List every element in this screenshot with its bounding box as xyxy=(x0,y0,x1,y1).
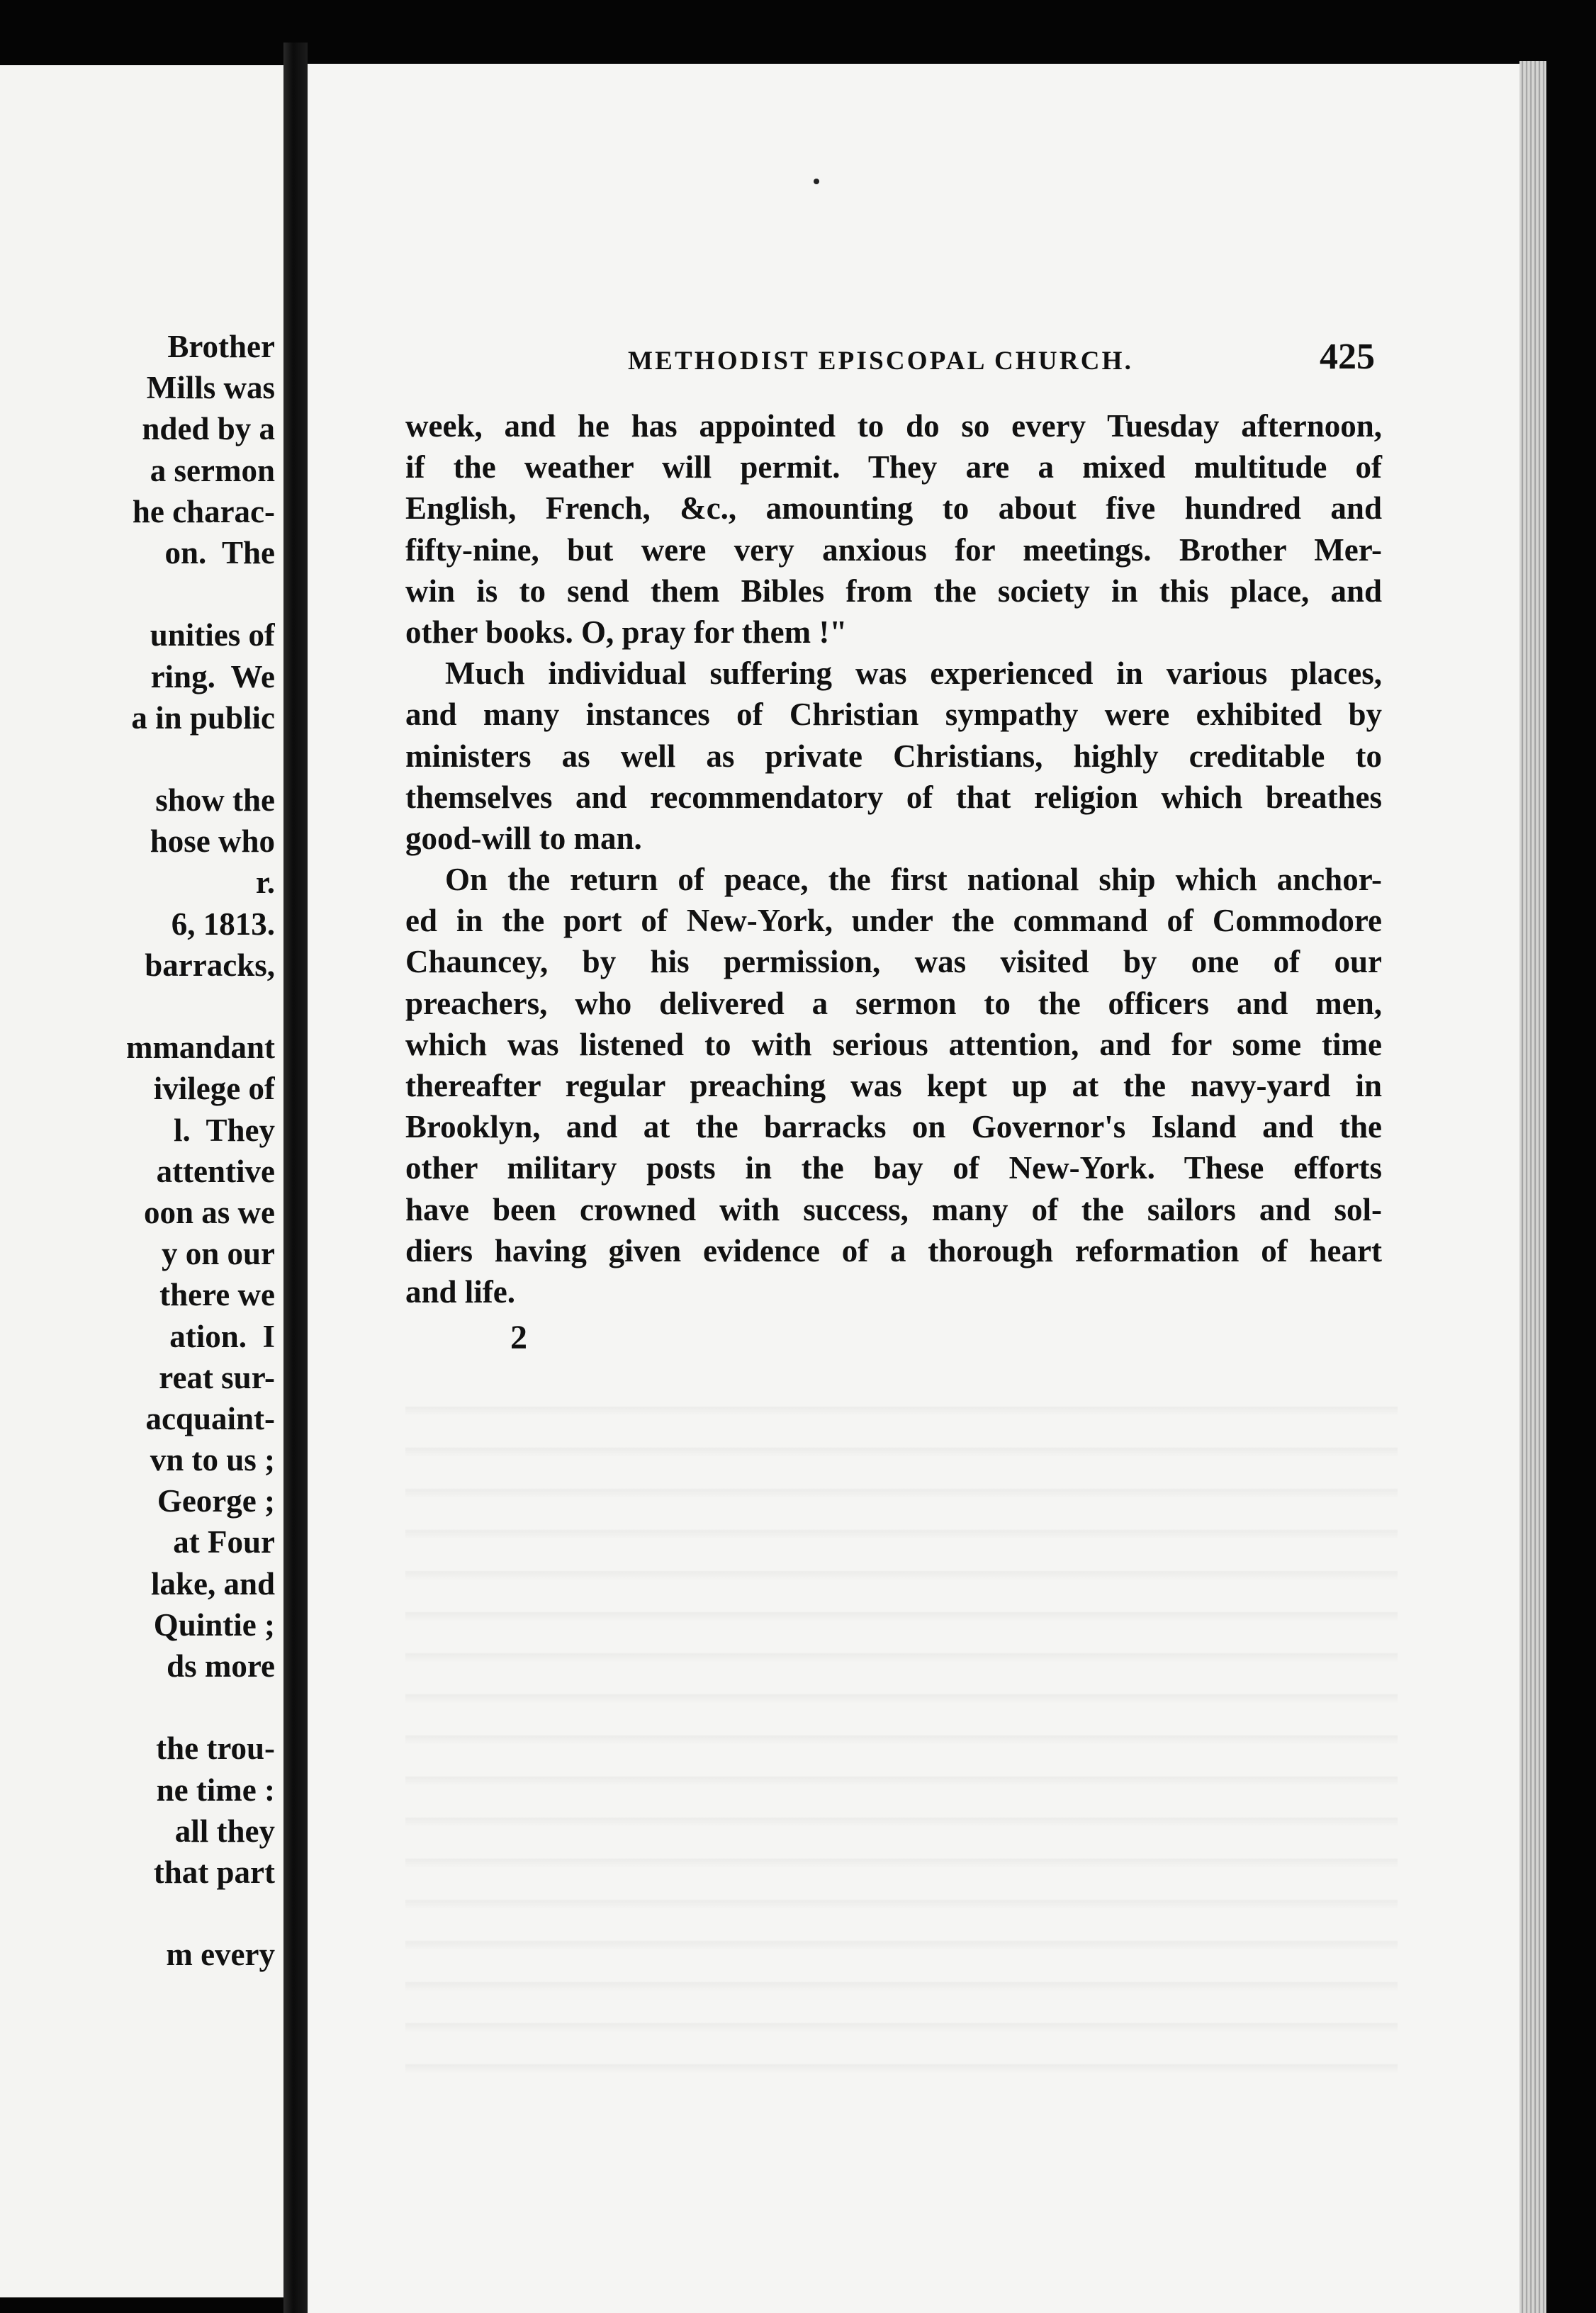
previous-page-line: show the xyxy=(155,782,275,818)
previous-page-line: that part xyxy=(153,1854,275,1890)
previous-page-line: the trou- xyxy=(156,1730,275,1767)
running-head-title: METHODIST EPISCOPAL CHURCH. xyxy=(628,347,1134,376)
previous-page-line: l. They xyxy=(174,1112,275,1148)
page-425 xyxy=(308,64,1519,2313)
previous-page-line: hose who xyxy=(150,823,275,860)
text-line: Much individual suffering was experienced in various places, xyxy=(445,655,1382,692)
previous-page-line: Brother xyxy=(167,329,275,364)
text-line: preachers, who delivered a sermon to the officers and men, xyxy=(405,985,1382,1021)
text-line: ed in the port of New-York, under the command of Commodore xyxy=(405,903,1382,939)
previous-page-line: a sermon xyxy=(150,452,275,488)
previous-page-line: m every xyxy=(166,1937,275,1973)
page-number: 425 xyxy=(1320,337,1375,377)
text-line: themselves and recommendatory of that religion which breathes xyxy=(405,779,1382,815)
previous-page-line: unities of xyxy=(150,617,275,653)
show-through-texture xyxy=(405,1375,1398,2083)
text-line: fifty-nine, but were very anxious for meetings. Brother Mer- xyxy=(405,531,1382,568)
previous-page-line: lake, and xyxy=(150,1565,275,1602)
previous-page-line: ation. I xyxy=(169,1318,275,1354)
previous-page-line: Quintie ; xyxy=(153,1606,275,1643)
previous-page-line: nded by a xyxy=(142,411,275,447)
previous-page-line: mmandant xyxy=(125,1030,275,1066)
text-line: if the weather will permit. They are a mixed multitude of xyxy=(405,449,1382,485)
previous-page-fragment xyxy=(0,65,283,2297)
previous-page-line: attentive xyxy=(156,1153,275,1189)
body-text xyxy=(405,405,1382,1312)
previous-page-line xyxy=(0,986,275,1027)
text-line: and many instances of Christian sympathy were exhibited by xyxy=(405,697,1382,733)
previous-page-line: r. xyxy=(255,865,275,901)
previous-page-line: acquaint- xyxy=(145,1400,275,1436)
previous-page-line: at Four xyxy=(173,1524,275,1560)
previous-page-line: George ; xyxy=(157,1483,275,1519)
text-line: thereafter regular preaching was kept up at the navy-yard in xyxy=(405,1068,1382,1103)
text-line: and life. xyxy=(405,1273,516,1310)
previous-page-line: y on our xyxy=(161,1236,275,1272)
text-line: Chauncey, by his permission, was visited by one of our xyxy=(405,944,1382,980)
ink-speck xyxy=(814,179,819,184)
text-line: win is to send them Bibles from the society in this place, and xyxy=(405,573,1382,609)
previous-page-line: on. The xyxy=(164,534,275,570)
signature-mark: 2 xyxy=(510,1319,527,1356)
text-line: have been crowned with success, many of the sailors and sol- xyxy=(405,1191,1382,1227)
previous-page-line xyxy=(0,1893,275,1934)
previous-page-line: oon as we xyxy=(143,1194,275,1230)
text-line: English, French, &c., amounting to about five hundred and xyxy=(405,490,1382,527)
text-line: other books. O, pray for them !" xyxy=(405,614,848,650)
previous-page-line xyxy=(0,1687,275,1728)
previous-page-line: ring. We xyxy=(150,658,275,694)
previous-page-line: 6, 1813. xyxy=(171,906,275,942)
previous-page-line: there we xyxy=(159,1277,275,1313)
previous-page-line: he charac- xyxy=(132,493,275,529)
previous-page-line xyxy=(0,738,275,780)
text-line: On the return of peace, the first national ship which anchor- xyxy=(445,862,1382,898)
text-line: diers having given evidence of a thorough reformation of heart xyxy=(405,1232,1382,1268)
previous-page-line: reat sur- xyxy=(159,1359,275,1395)
text-line: ministers as well as private Christians, highly creditable to xyxy=(405,738,1382,774)
book-gutter xyxy=(283,43,308,2313)
previous-page-line: ne time : xyxy=(156,1772,275,1808)
text-line: Brooklyn, and at the barracks on Governor's Island and the xyxy=(405,1109,1382,1145)
previous-page-line: ivilege of xyxy=(153,1071,275,1107)
previous-page-line: all they xyxy=(174,1813,275,1849)
page-edges xyxy=(1519,61,1546,2313)
previous-page-text xyxy=(0,326,275,1976)
text-line: which was listened to with serious attention, and for some time xyxy=(405,1026,1382,1062)
previous-page-line: a in public xyxy=(131,699,275,736)
previous-page-line: barracks, xyxy=(145,947,275,983)
previous-page-line: Mills was xyxy=(146,370,275,406)
text-line: week, and he has appointed to do so every Tuesday afternoon, xyxy=(405,408,1382,444)
previous-page-line: ds more xyxy=(167,1648,275,1684)
text-line: other military posts in the bay of New-York. These efforts xyxy=(405,1150,1382,1186)
text-line: good-will to man. xyxy=(405,820,642,856)
previous-page-line xyxy=(0,573,275,614)
previous-page-line: vn to us ; xyxy=(150,1442,275,1478)
